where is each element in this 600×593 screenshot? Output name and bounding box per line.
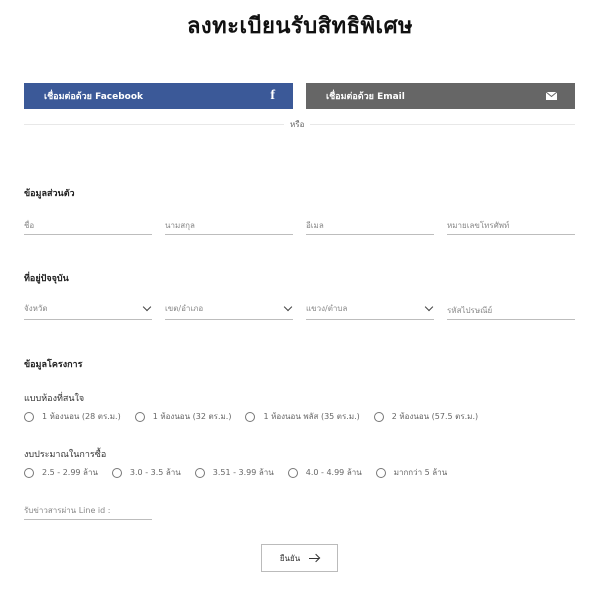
- room-type-options: [24, 410, 478, 423]
- radio-icon[interactable]: [135, 412, 145, 422]
- facebook-icon: f: [270, 88, 275, 103]
- facebook-connect-label: เชื่อมต่อด้วย Facebook: [44, 92, 144, 102]
- radio-icon[interactable]: [288, 468, 298, 478]
- facebook-connect-button[interactable]: [24, 83, 293, 109]
- submit-button[interactable]: [261, 544, 338, 572]
- radio-icon[interactable]: [24, 468, 34, 478]
- email-field[interactable]: [306, 213, 434, 235]
- radio-icon[interactable]: [112, 468, 122, 478]
- project-info-title: ข้อมูลโครงการ: [24, 360, 83, 370]
- personal-info-title: ข้อมูลส่วนตัว: [24, 189, 75, 199]
- province-select[interactable]: [24, 298, 152, 320]
- arrow-right-icon: [309, 558, 319, 559]
- postcode-field[interactable]: [447, 298, 575, 320]
- page-title: ลงทะเบียนรับสิทธิพิเศษ: [186, 14, 414, 39]
- email-connect-label: เชื่อมต่อด้วย Email: [326, 92, 405, 102]
- district-select-label: เขต/อำเภอ: [165, 304, 204, 313]
- email-input[interactable]: [306, 216, 434, 237]
- phone-input[interactable]: [447, 216, 575, 237]
- room-type-option-label: 1 ห้องนอน (32 ตร.ม.): [152, 412, 232, 421]
- province-select-label: จังหวัด: [24, 304, 48, 313]
- radio-icon[interactable]: [24, 412, 34, 422]
- room-type-option[interactable]: [374, 410, 478, 423]
- radio-icon[interactable]: [195, 468, 205, 478]
- subdistrict-select[interactable]: [306, 298, 434, 320]
- chevron-down-icon: [425, 303, 433, 311]
- last-name-input[interactable]: [165, 216, 293, 237]
- last-name-field[interactable]: [165, 213, 293, 235]
- budget-option-label: 3.51 - 3.99 ล้าน: [212, 468, 274, 477]
- budget-option-label: 4.0 - 4.99 ล้าน: [305, 468, 362, 477]
- postcode-input[interactable]: [447, 301, 575, 322]
- subdistrict-select-label: แขวง/ตำบล: [306, 304, 348, 313]
- budget-title: งบประมาณในการซื้อ: [24, 450, 107, 460]
- email-connect-button[interactable]: [306, 83, 575, 109]
- line-id-field[interactable]: [24, 498, 152, 520]
- budget-option-label: 2.5 - 2.99 ล้าน: [42, 468, 98, 477]
- chevron-down-icon: [284, 303, 292, 311]
- budget-option-label: 3.0 - 3.5 ล้าน: [129, 468, 181, 477]
- budget-option[interactable]: [24, 466, 98, 479]
- room-type-title: แบบห้องที่สนใจ: [24, 394, 85, 404]
- radio-icon[interactable]: [376, 468, 386, 478]
- submit-label: ยืนยัน: [279, 553, 301, 563]
- room-type-option-label: 1 ห้องนอน พลัส (35 ตร.ม.): [263, 412, 360, 421]
- or-divider-text: หรือ: [284, 118, 310, 131]
- budget-option[interactable]: [195, 466, 274, 479]
- district-select[interactable]: [165, 298, 293, 320]
- mail-icon: [546, 92, 557, 100]
- address-title: ที่อยู่ปัจจุบัน: [24, 274, 69, 284]
- budget-option[interactable]: [288, 466, 362, 479]
- budget-option[interactable]: [376, 466, 447, 479]
- budget-option[interactable]: [112, 466, 181, 479]
- chevron-down-icon: [143, 303, 151, 311]
- room-type-option[interactable]: [135, 410, 232, 423]
- room-type-option[interactable]: [245, 410, 359, 423]
- phone-field[interactable]: [447, 213, 575, 235]
- first-name-input[interactable]: [24, 216, 152, 237]
- radio-icon[interactable]: [374, 412, 384, 422]
- radio-icon[interactable]: [245, 412, 255, 422]
- budget-options: [24, 466, 447, 479]
- budget-option-label: มากกว่า 5 ล้าน: [393, 468, 448, 477]
- room-type-option-label: 1 ห้องนอน (28 ตร.ม.): [42, 412, 121, 421]
- room-type-option[interactable]: [24, 410, 121, 423]
- room-type-option-label: 2 ห้องนอน (57.5 ตร.ม.): [391, 412, 479, 421]
- first-name-field[interactable]: [24, 213, 152, 235]
- line-id-input[interactable]: [24, 501, 152, 522]
